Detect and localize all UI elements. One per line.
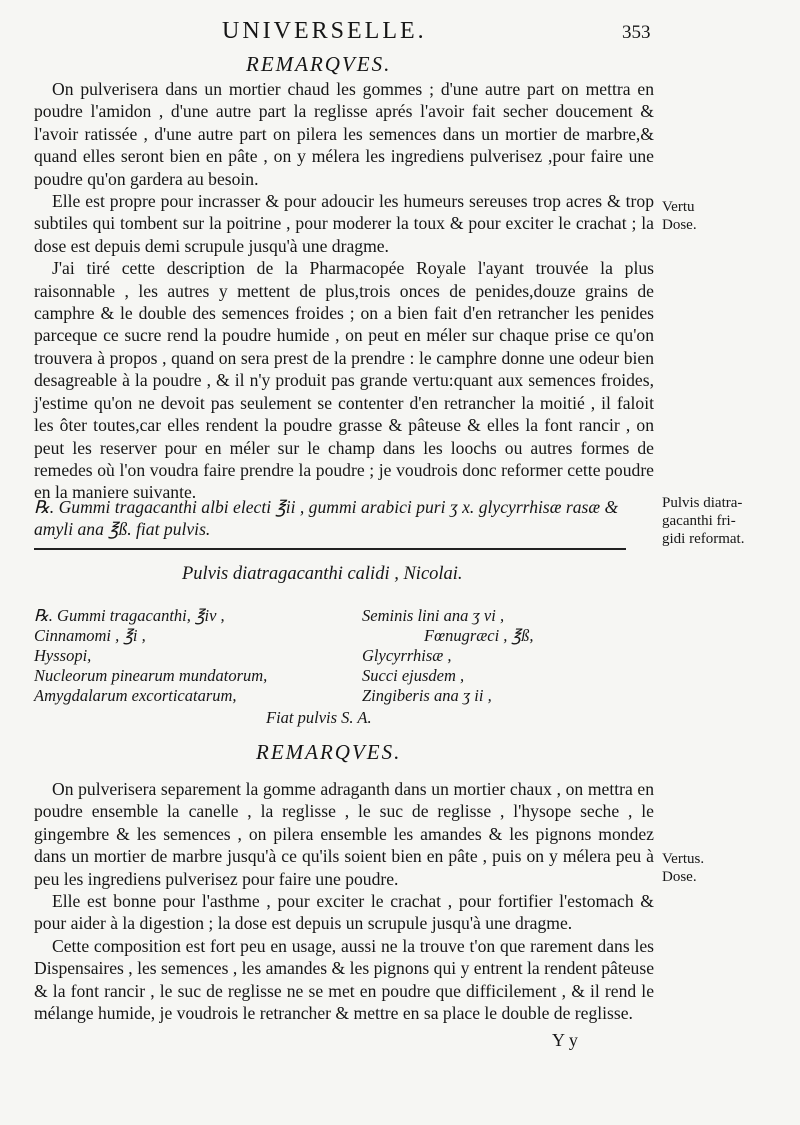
ingredient-line: Cinnamomi , ℥i , bbox=[34, 626, 146, 645]
section-2-paragraph: Elle est bonne pour l'asthme , pour exciter le crachat , pour fortifier l'estomach & pour aider à la digestion ; la dose est depuis un scrupule jusqu'à une dragme. bbox=[34, 891, 654, 934]
running-head: UNIVERSELLE. bbox=[222, 18, 427, 44]
margin-note-line: Dose. bbox=[662, 217, 697, 233]
horizontal-rule bbox=[34, 548, 626, 550]
section-1-title: REMARQVES. bbox=[246, 52, 392, 76]
margin-note-vertu-dose bbox=[662, 198, 792, 234]
section-1-body bbox=[34, 78, 654, 504]
recipe-reformed: ℞. Gummi tragacanthi albi electi ℥ii , gummi arabici puri ʒ x. glycyrrhisæ rasæ & amyli ana ℥ß. fiat pulvis. bbox=[34, 497, 619, 539]
section-2-body bbox=[34, 778, 654, 1024]
section-2-paragraph: On pulverisera separement la gomme adraganth dans un mortier chaux , on mettra en poudre ensemble la canelle , la reglisse , le suc de reglisse , l'hysope seche , le gingembre & les semences , on pilera ensemble les amandes & les pignons mondez dans un mortier de marbre jusqu'à ce qu'ils soient bien en pâte , puis on y mélera peu à peu les ingrediens pulverisez pour faire une poudre. bbox=[34, 779, 654, 889]
ingredients-right-column bbox=[362, 606, 533, 706]
recipe-2-title: Pulvis diatragacanthi calidi , Nicolai. bbox=[182, 564, 463, 584]
ingredient-line: ℞. Gummi tragacanthi, ℥iv , bbox=[34, 606, 225, 625]
ingredient-line: Hyssopi, bbox=[34, 646, 92, 665]
margin-note-line: gacanthi fri- bbox=[662, 513, 736, 529]
ingredient-line: Succi ejusdem , bbox=[362, 666, 465, 685]
recipe-2-fiat: Fiat pulvis S. A. bbox=[266, 708, 372, 727]
section-2-title: REMARQVES. bbox=[256, 740, 402, 764]
margin-note-line: Pulvis diatra- bbox=[662, 495, 743, 511]
ingredients-left-column bbox=[34, 606, 267, 706]
ingredient-line: Zingiberis ana ʒ ii , bbox=[362, 686, 492, 705]
section-2-paragraph: Cette composition est fort peu en usage, aussi ne la trouve t'on que rarement dans les Dispensaires , les semences , les amandes & les pignons qui y entrent la rendent pâteuse & la font rancir , le suc de reglisse ne se met en poudre que difficilement , & il rend le mélange humide, je voudrois le retrancher & mettre en sa place le double de reglisse. bbox=[34, 935, 655, 1024]
ingredient-line: Seminis lini ana ʒ vi , bbox=[362, 606, 505, 625]
catchword: Y y bbox=[552, 1030, 578, 1050]
ingredient-line: Nucleorum pinearum mundatorum, bbox=[34, 666, 268, 685]
section-1-paragraph: On pulverisera dans un mortier chaud les gommes ; d'une autre part on mettra en poudre l'amidon , d'une autre part la reglisse aprés l'avoir fait secher doucement & l'avoir ratissée , d'une autre part on pilera les semences dans un mortier de marbre,& quand elles seront bien en pâte , on y mélera les ingrediens pulverisez ,pour faire une poudre qu'on gardera au besoin. bbox=[34, 79, 654, 189]
section-1-paragraph: Elle est propre pour incrasser & pour adoucir les humeurs sereuses trop acres & trop subtiles qui tombent sur la poitrine , pour moderer la toux & pour exciter le crachat ; la dose est depuis demi scrupule jusqu'à une dragme. bbox=[34, 191, 654, 256]
margin-note-line: Vertu bbox=[662, 199, 695, 215]
margin-note-line: gidi reformat. bbox=[662, 531, 745, 547]
section-1-paragraph: J'ai tiré cette description de la Pharmacopée Royale l'ayant trouvée la plus raisonnable , les autres y mettent de plus,trois onces de penides,douze grains de camphre & le double des semences froides ; on a bien fait d'en retrancher les penides parceque ce sucre rend la poudre humide , on peut en méler sur chaque prise ce qu'on trouvera à propos , quand on sera prest de la prendre : le camphre donne une odeur bien desagreable à la poudre , & il n'y produit pas grande vertu:quant aux semences froides, j'estime qu'on ne devoit pas seulement se contenter d'en retrancher la moitié , il faloit les ôter toutes,car elles rendent la poudre grasse & pâteuse & elles la font rancir , on peut les reserver pour en méler sur le champ dans les loochs ou autres formes de remedes où l'on voudra faire prendre la poudre ; je voudrois donc reformer cette poudre en la maniere suivante. bbox=[34, 258, 654, 503]
margin-note-line: Dose. bbox=[662, 869, 697, 885]
ingredient-line: Amygdalarum excorticatarum, bbox=[34, 686, 237, 705]
page-number: 353 bbox=[622, 22, 651, 43]
ingredient-line: Glycyrrhisæ , bbox=[362, 646, 452, 665]
margin-note-pulvis-reformat bbox=[662, 494, 792, 548]
ingredient-line: Fœnugræci , ℥ß, bbox=[424, 626, 534, 645]
margin-note-vertus-dose bbox=[662, 850, 792, 886]
margin-note-line: Vertus. bbox=[662, 851, 705, 867]
